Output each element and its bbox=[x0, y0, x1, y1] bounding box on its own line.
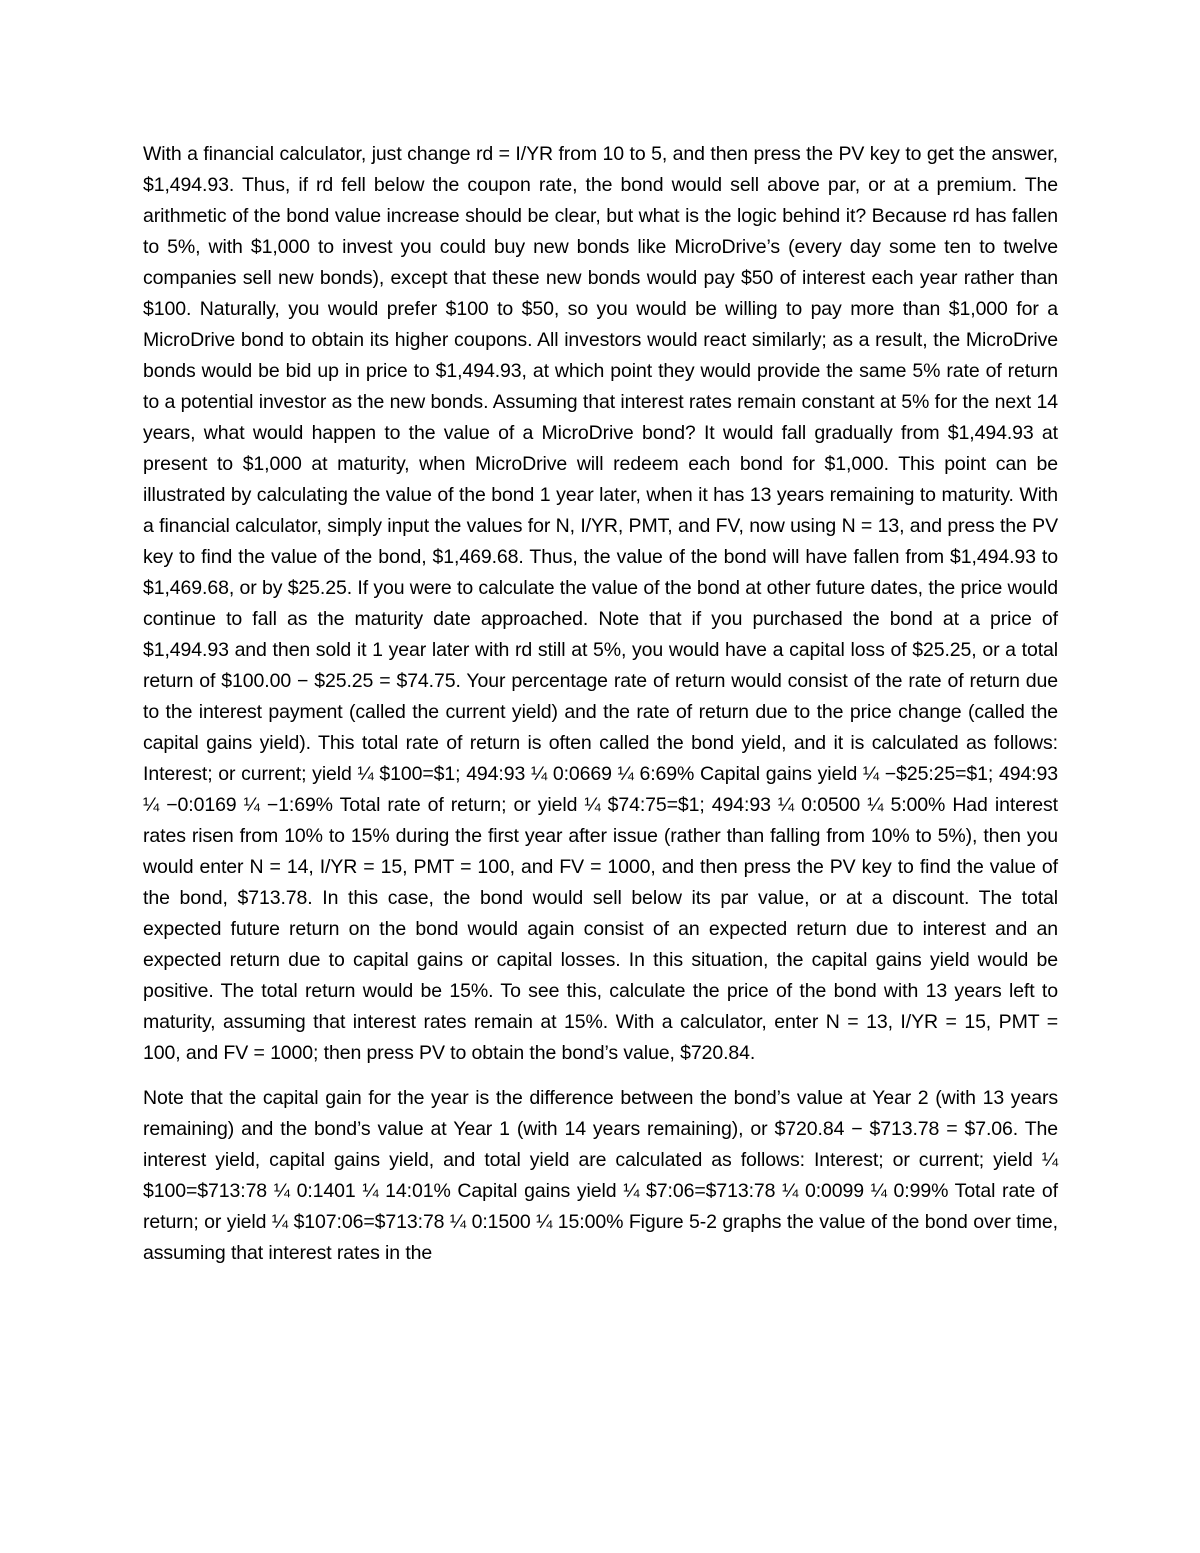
body-paragraph-2: Note that the capital gain for the year is the difference between the bond’s value at Year 2 (with 13 years remaining) and the bond’s value at Year 1 (with 14 years remaining), or $720.84 − $713.78 = $7.06. The interest yield, capital gains yield, and total yield are calculated as follows: Interest; or current; yield ¼ $100=$713:78 ¼ 0:1401 ¼ 14:01% Capital gains yield ¼ $7:06=$713:78 ¼ 0:0099 ¼ 0:99% Total rate of return; or yield ¼ $107:06=$713:78 ¼ 0:1500 ¼ 15:00% Figure 5-2 graphs the value of the bond over time, assuming that interest rates in the bbox=[143, 1087, 1058, 1264]
document-page bbox=[143, 139, 1058, 1269]
body-paragraph-1: With a financial calculator, just change rd = I/YR from 10 to 5, and then press the PV key to get the answer, $1,494.93. Thus, if rd fell below the coupon rate, the bond would sell above par, or at a premium. The arithmetic of the bond value increase should be clear, but what is the logic behind it? Because rd has fallen to 5%, with $1,000 to invest you could buy new bonds like MicroDrive’s (every day some ten to twelve companies sell new bonds), except that these new bonds would pay $50 of interest each year rather than $100. Naturally, you would prefer $100 to $50, so you would be willing to pay more than $1,000 for a MicroDrive bond to obtain its higher coupons. All investors would react similarly; as a result, the MicroDrive bonds would be bid up in price to $1,494.93, at which point they would provide the same 5% rate of return to a potential investor as the new bonds. Assuming that interest rates remain constant at 5% for the next 14 years, what would happen to the value of a MicroDrive bond? It would fall gradually from $1,494.93 at present to $1,000 at maturity, when MicroDrive will redeem each bond for $1,000. This point can be illustrated by calculating the value of the bond 1 year later, when it has 13 years remaining to maturity. With a financial calculator, simply input the values for N, I/YR, PMT, and FV, now using N = 13, and press the PV key to find the value of the bond, $1,469.68. Thus, the value of the bond will have fallen from $1,494.93 to $1,469.68, or by $25.25. If you were to calculate the value of the bond at other future dates, the price would continue to fall as the maturity date approached. Note that if you purchased the bond at a price of $1,494.93 and then sold it 1 year later with rd still at 5%, you would have a capital loss of $25.25, or a total return of $100.00 − $25.25 = $74.75. Your percentage rate of return would consist of the rate of return due to the interest payment (called the current yield) and the rate of return due to the price change (called the capital gains yield). This total rate of return is often called the bond yield, and it is calculated as follows: Interest; or current; yield ¼ $100=$1; 494:93 ¼ 0:0669 ¼ 6:69% Capital gains yield ¼ −$25:25=$1; 494:93 ¼ −0:0169 ¼ −1:69% Total rate of return; or yield ¼ $74:75=$1; 494:93 ¼ 0:0500 ¼ 5:00% Had interest rates risen from 10% to 15% during the first year after issue (rather than falling from 10% to 5%), then you would enter N = 14, I/YR = 15, PMT = 100, and FV = 1000, and then press the PV key to find the value of the bond, $713.78. In this case, the bond would sell below its par value, or at a discount. The total expected future return on the bond would again consist of an expected return due to interest and an expected return due to capital gains or capital losses. In this situation, the capital gains yield would be positive. The total return would be 15%. To see this, calculate the price of the bond with 13 years left to maturity, assuming that interest rates remain at 15%. With a calculator, enter N = 13, I/YR = 15, PMT = 100, and FV = 1000; then press PV to obtain the bond’s value, $720.84. bbox=[143, 143, 1058, 1064]
